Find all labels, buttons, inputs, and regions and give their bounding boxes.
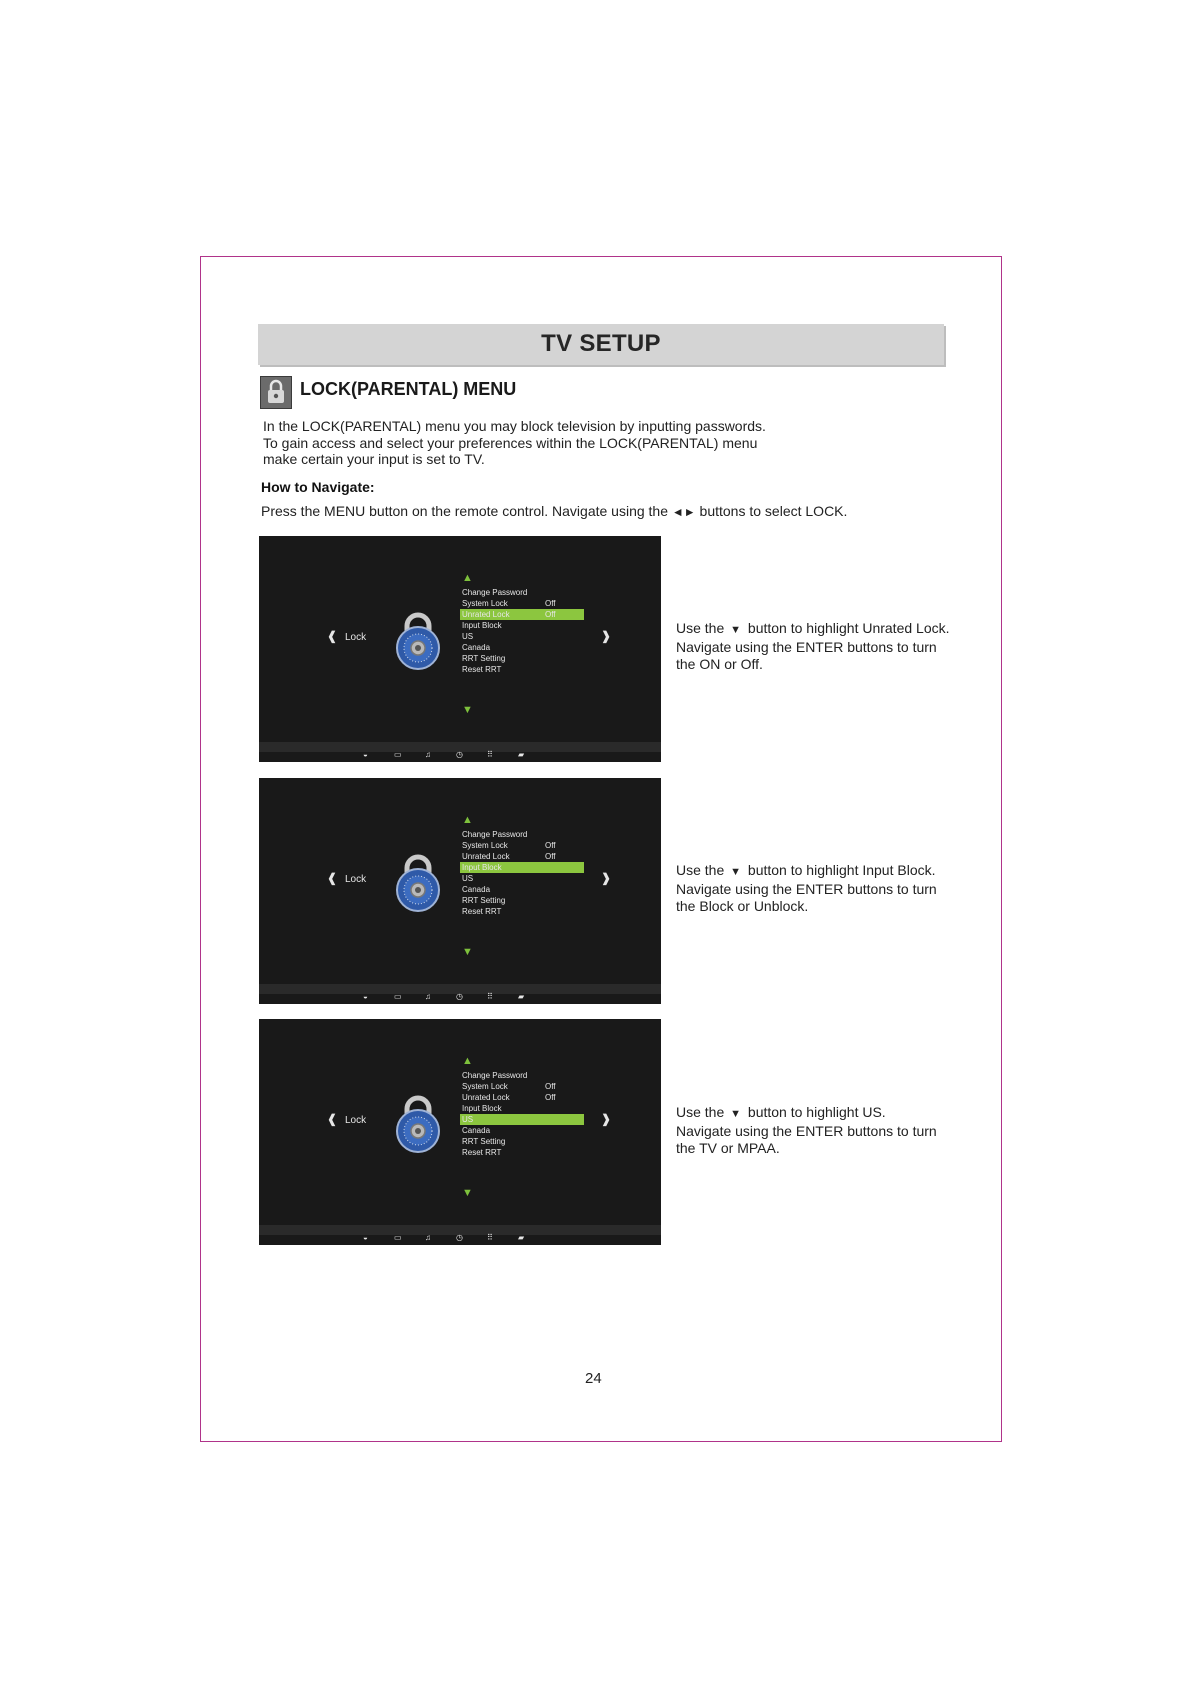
header-bar [258,324,944,365]
instruction-text-start: Use the [676,620,725,636]
instruction-text-end: button to highlight Unrated Lock. [747,620,950,636]
scroll-up-icon[interactable]: ▲ [462,1055,473,1067]
menu-item-label: Reset RRT [462,1148,502,1157]
intro-line: make certain your input is set to TV. [263,451,485,467]
padlock-icon [393,612,443,670]
menu-item-label: US [462,1115,474,1124]
navigate-instructions [261,503,847,519]
menu-item[interactable] [460,609,584,620]
instruction-line: Navigate using the ENTER buttons to turn [676,881,937,897]
intro-line: To gain access and select your preferences within the LOCK(PARENTAL) menu [263,434,758,451]
menu-item-label: Canada [462,643,491,652]
navigate-text-before: Press the MENU button on the remote control. Navigate using the [261,503,668,519]
instruction-text-end: button to highlight Input Block. [747,862,936,878]
menu-item-label: Reset RRT [462,665,502,674]
menu-item-label: Canada [462,885,491,894]
menu-item[interactable] [460,862,584,873]
menu-item[interactable] [460,653,584,664]
instruction-text [676,862,976,915]
instruction-text [676,620,976,673]
lock-menu-icon [260,376,292,409]
tv-icon[interactable]: ▭ [394,1233,402,1242]
lock-menu-list [460,829,584,917]
menu-item[interactable] [460,840,584,851]
menu-item[interactable] [460,587,584,598]
menu-item-label: Canada [462,1126,491,1135]
menu-item-label: Change Password [462,588,528,597]
menu-item-label: Change Password [462,1071,528,1080]
right-bracket-icon[interactable]: ❱ [601,871,612,885]
menu-item[interactable] [460,642,584,653]
menu-item-label: Change Password [462,830,528,839]
instruction-line: the TV or MPAA. [676,1140,780,1156]
clock-icon[interactable]: ◷ [456,992,463,1001]
options-icon[interactable]: ⠿ [487,992,493,1001]
page-number: 24 [585,1370,602,1387]
scroll-up-icon[interactable]: ▲ [462,572,473,584]
lock-icon[interactable]: ▰ [518,750,525,759]
menu-item[interactable] [460,1125,584,1136]
padlock-icon [393,854,443,912]
instruction-line [676,620,976,639]
menu-item[interactable] [460,1070,584,1081]
menu-item[interactable] [460,906,584,917]
menu-item-label: System Lock [462,841,508,850]
menu-item-label: System Lock [462,1082,508,1091]
menu-item-label: Input Block [462,1104,502,1113]
music-icon[interactable]: ♫ [425,750,431,759]
menu-item[interactable] [460,884,584,895]
menu-item[interactable] [460,1136,584,1147]
instruction-line: the ON or Off. [676,656,763,672]
picture-icon[interactable]: ◒ [363,750,368,759]
lock-menu-list [460,1070,584,1158]
tv-screen [259,1019,661,1245]
menu-item[interactable] [460,631,584,642]
menu-item-label: Unrated Lock [462,1093,510,1102]
picture-icon[interactable]: ◒ [363,992,368,1001]
left-right-arrows-icon: ◄► [671,505,696,519]
padlock-icon [393,1095,443,1153]
down-arrow-icon: ▼ [730,866,742,878]
intro-line: In the LOCK(PARENTAL) menu you may block television by inputting passwords. [263,418,766,434]
menu-item-label: Input Block [462,863,502,872]
music-icon[interactable]: ♫ [425,992,431,1001]
lock-icon[interactable]: ▰ [518,1233,525,1242]
right-bracket-icon[interactable]: ❱ [601,629,612,643]
options-icon[interactable]: ⠿ [487,1233,493,1242]
instruction-text-start: Use the [676,862,725,878]
tv-screen [259,536,661,762]
menu-item[interactable] [460,851,584,862]
menu-item-label: Input Block [462,621,502,630]
clock-icon[interactable]: ◷ [456,1233,463,1242]
bottom-nav-icons [363,1233,533,1243]
section-title: LOCK(PARENTAL) MENU [300,379,517,399]
menu-item[interactable] [460,1147,584,1158]
left-bracket-icon[interactable]: ❰ [327,629,338,643]
instruction-text [676,1104,976,1157]
how-to-navigate-heading: How to Navigate: [261,479,375,495]
down-arrow-icon: ▼ [730,624,742,636]
menu-item-value: Off [545,599,556,608]
instruction-line: Navigate using the ENTER buttons to turn [676,1123,937,1139]
instruction-line [676,1104,976,1123]
menu-item[interactable] [460,620,584,631]
lock-menu-list [460,587,584,675]
navigate-text-after: buttons to select LOCK. [699,503,848,519]
page-title: TV SETUP [541,330,661,357]
instruction-text-start: Use the [676,1104,725,1120]
scroll-down-icon[interactable]: ▼ [462,1187,473,1199]
menu-item-label: RRT Setting [462,1137,506,1146]
menu-item[interactable] [460,598,584,609]
menu-item-label: RRT Setting [462,654,506,663]
bottom-nav-icons [363,750,533,760]
menu-item[interactable] [460,873,584,884]
menu-item-label: System Lock [462,599,508,608]
menu-item-value: Off [545,1093,556,1102]
instruction-line [676,862,976,881]
down-arrow-icon: ▼ [730,1108,742,1120]
lock-icon[interactable]: ▰ [518,992,525,1001]
menu-item-value: Off [545,1082,556,1091]
lock-category-label: Lock [345,632,367,643]
instruction-text-end: button to highlight US. [747,1104,886,1120]
tv-screen [259,778,661,1004]
lock-category-label: Lock [345,1115,367,1126]
scroll-down-icon[interactable]: ▼ [462,704,473,716]
tv-icon[interactable]: ▭ [394,992,402,1001]
instruction-line: the Block or Unblock. [676,898,809,914]
menu-item-label: Reset RRT [462,907,502,916]
menu-item-value: Off [545,852,556,861]
menu-item[interactable] [460,1114,584,1125]
music-icon[interactable]: ♫ [425,1233,431,1242]
left-bracket-icon[interactable]: ❰ [327,1112,338,1126]
menu-item-value: Off [545,610,556,619]
menu-item-label: Unrated Lock [462,852,510,861]
menu-item-label: RRT Setting [462,896,506,905]
right-bracket-icon[interactable]: ❱ [601,1112,612,1126]
menu-item-label: Unrated Lock [462,610,510,619]
left-bracket-icon[interactable]: ❰ [327,871,338,885]
menu-item-label: US [462,874,474,883]
menu-item[interactable] [460,664,584,675]
tv-icon[interactable]: ▭ [394,750,402,759]
menu-item[interactable] [460,895,584,906]
options-icon[interactable]: ⠿ [487,750,493,759]
menu-item-value: Off [545,841,556,850]
picture-icon[interactable]: ◒ [363,1233,368,1242]
menu-item[interactable] [460,1103,584,1114]
bottom-nav-icons [363,992,533,1002]
menu-item[interactable] [460,1092,584,1103]
intro-text [263,418,863,468]
menu-item[interactable] [460,1081,584,1092]
clock-icon[interactable]: ◷ [456,750,463,759]
menu-item-label: US [462,632,474,641]
scroll-up-icon[interactable]: ▲ [462,814,473,826]
menu-item[interactable] [460,829,584,840]
instruction-line: Navigate using the ENTER buttons to turn [676,639,937,655]
scroll-down-icon[interactable]: ▼ [462,946,473,958]
lock-category-label: Lock [345,874,367,885]
